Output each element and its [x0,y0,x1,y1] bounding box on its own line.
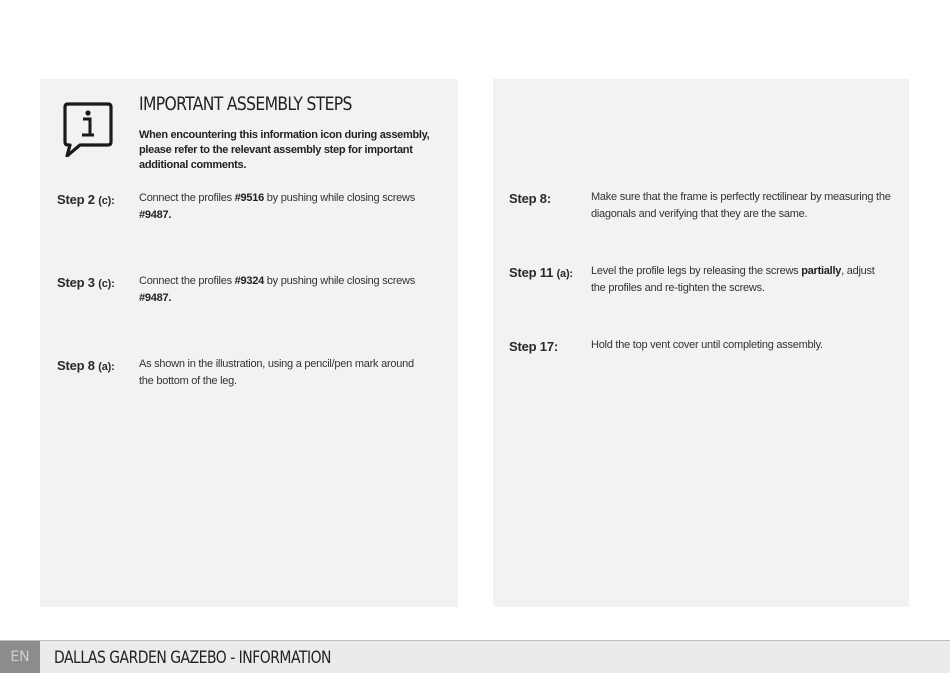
profile-code: #9324 [234,275,264,287]
step-number: Step 8 [57,358,95,373]
step-sub: (a): [556,268,573,280]
step-sub: (c): [98,278,115,290]
step-text-part: by pushing while closing screws [263,275,415,287]
left-panel [40,79,458,607]
step-text: Hold the top vent cover until completing assembly. [591,339,823,351]
step-text [139,190,429,224]
step-text: As shown in the illustration, using a pencil/pen mark around the bottom of the leg. [139,358,414,387]
step-label: Step 8: [509,191,551,206]
right-panel [493,79,909,607]
step-text-part: by pushing while closing screws [263,192,415,204]
step-text-part: Level the profile legs by releasing the screws [591,265,802,277]
screw-code: #9487. [139,292,172,304]
step-text-part: Connect the profiles [139,275,235,287]
footer-title: DALLAS GARDEN GAZEBO - INFORMATION [54,648,331,668]
step-label: Step 17: [509,339,558,354]
step-number: Step 11 [509,265,554,280]
step-label [57,358,115,373]
step-number: Step 3 [57,275,95,290]
step-sub: (c): [98,195,115,207]
step-text [591,263,891,297]
step-text [139,273,429,307]
profile-code: #9516 [234,192,264,204]
emphasis-word: partially [801,265,842,277]
step-label [57,275,115,290]
step-label [509,265,573,280]
info-description: When encountering this information icon during assembly, please refer to the relevant assembly step for important additional comments. [139,129,430,171]
page-footer [0,640,950,673]
step-text-part: Connect the profiles [139,192,235,204]
step-label [57,192,115,207]
step-text: Make sure that the frame is perfectly rectilinear by measuring the diagonals and verifying that they are the same. [591,191,891,220]
info-speech-bubble-icon [62,101,114,157]
language-badge: EN [0,641,40,673]
screw-code: #9487. [139,209,172,221]
step-sub: (a): [98,361,115,373]
step-text-part: , adjust the profiles and re-tighten the screws. [591,265,875,294]
info-title: IMPORTANT ASSEMBLY STEPS [139,93,352,115]
step-number: Step 2 [57,192,95,207]
